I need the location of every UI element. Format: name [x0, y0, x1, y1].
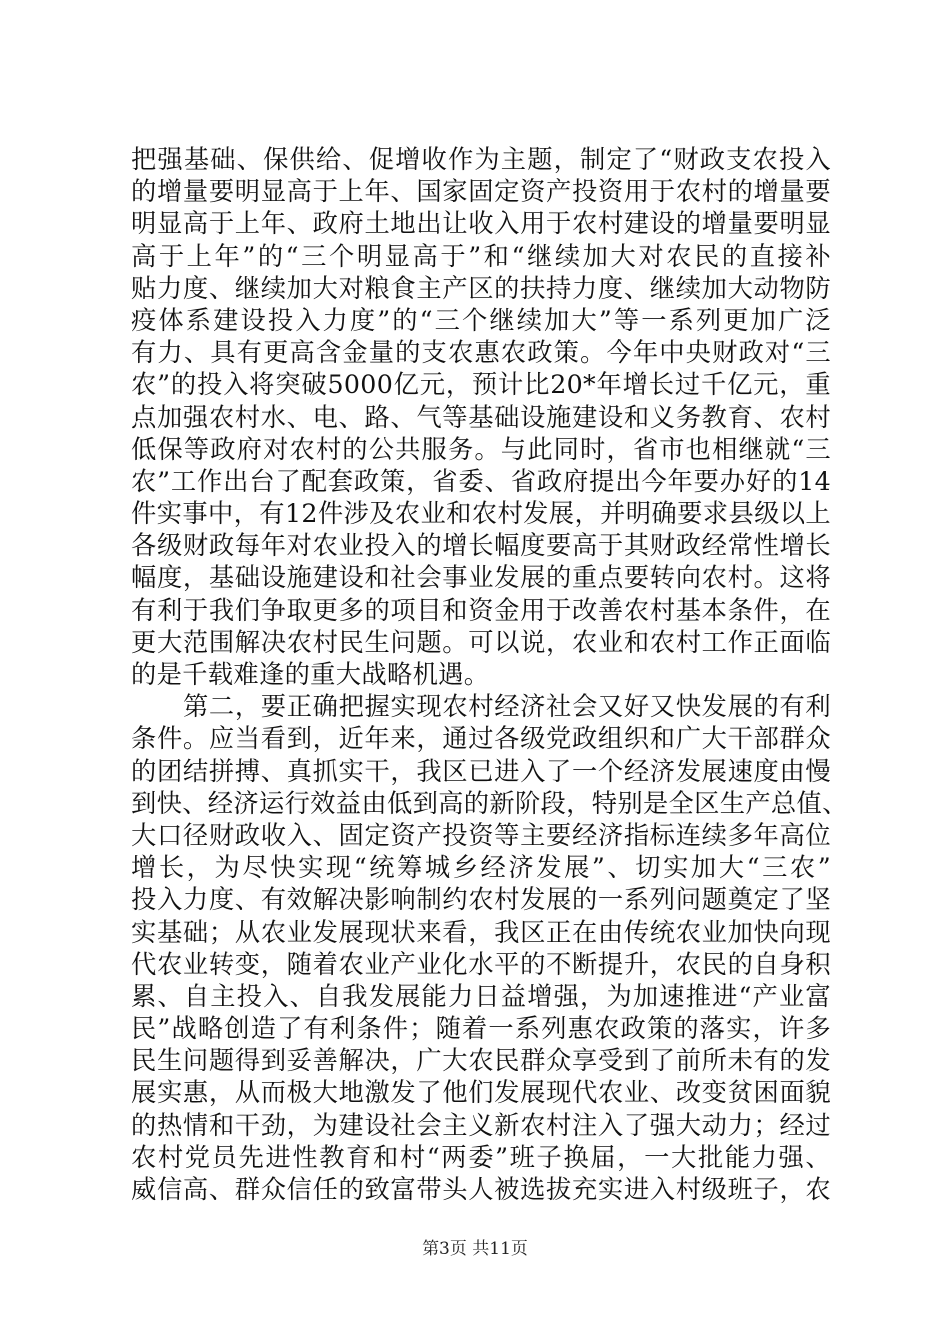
text-line: 明显高于上年、政府土地出让收入用于农村建设的增量要明显 — [131, 209, 831, 239]
text-line: 更大范围解决农村民生问题。可以说，农业和农村工作正面临 — [131, 627, 831, 657]
text-line: 农”工作出台了配套政策，省委、省政府提出今年要办好的14 — [131, 466, 831, 496]
text-line: 幅度，基础设施建设和社会事业发展的重点要转向农村。这将 — [131, 563, 831, 593]
text-line: 低保等政府对农村的公共服务。与此同时，省市也相继就“三 — [131, 434, 831, 464]
text-line: 点加强农村水、电、路、气等基础设施建设和义务教育、农村 — [131, 402, 831, 432]
text-line: 大口径财政收入、固定资产投资等主要经济指标连续多年高位 — [131, 820, 831, 850]
text-line: 到快、经济运行效益由低到高的新阶段，特别是全区生产总值、 — [131, 788, 848, 818]
document-body — [131, 144, 848, 1206]
text-line: 投入力度、有效解决影响制约农村发展的一系列问题奠定了坚 — [131, 885, 831, 915]
text-line: 民生问题得到妥善解决，广大农民群众享受到了前所未有的发 — [131, 1046, 831, 1076]
text-line: 条件。应当看到，近年来，通过各级党政组织和广大干部群众 — [131, 724, 831, 754]
text-line: 累、自主投入、自我发展能力日益增强，为加速推进“产业富 — [131, 981, 831, 1011]
text-line: 有利于我们争取更多的项目和资金用于改善农村基本条件，在 — [131, 595, 831, 625]
text-line: 件实事中，有12件涉及农业和农村发展，并明确要求县级以上 — [131, 499, 831, 529]
text-line: 农村党员先进性教育和村“两委”班子换届，一大批能力强、 — [131, 1142, 831, 1172]
text-line: 第二，要正确把握实现农村经济社会又好又快发展的有利 — [183, 692, 831, 722]
text-line: 的是千载难逢的重大战略机遇。 — [131, 660, 490, 689]
text-line: 农”的投入将突破5000亿元，预计比20*年增长过千亿元，重 — [131, 370, 831, 400]
text-line: 的团结拼搏、真抓实干，我区已进入了一个经济发展速度由慢 — [131, 756, 831, 786]
page-footer: 第3页 共11页 — [422, 1239, 528, 1259]
text-line: 高于上年”的“三个明显高于”和“继续加大对农民的直接补 — [131, 241, 831, 271]
text-line: 增长，为尽快实现“统筹城乡经济发展”、切实加大“三农” — [131, 853, 831, 883]
text-line: 疫体系建设投入力度”的“三个继续加大”等一系列更加广泛 — [131, 305, 831, 335]
text-line: 有力、具有更高含金量的支农惠农政策。今年中央财政对“三 — [131, 338, 831, 368]
text-line: 代农业转变，随着农业产业化水平的不断提升，农民的自身积 — [131, 949, 831, 979]
text-line: 贴力度、继续加大对粮食主产区的扶持力度、继续加大动物防 — [131, 273, 831, 303]
text-line: 展实惠，从而极大地激发了他们发展现代农业、改变贫困面貌 — [131, 1078, 831, 1108]
text-line: 民”战略创造了有利条件；随着一系列惠农政策的落实，许多 — [131, 1014, 831, 1044]
text-line: 各级财政每年对农业投入的增长幅度要高于其财政经常性增长 — [131, 531, 831, 561]
text-line: 的增量要明显高于上年、国家固定资产投资用于农村的增量要 — [131, 177, 831, 207]
text-line: 威信高、群众信任的致富带头人被选拔充实进入村级班子，农 — [131, 1175, 831, 1204]
text-line: 把强基础、保供给、促增收作为主题，制定了“财政支农投入 — [131, 145, 831, 174]
text-line: 的热情和干劲，为建设社会主义新农村注入了强大动力；经过 — [131, 1110, 831, 1140]
text-line: 实基础；从农业发展现状来看，我区正在由传统农业加快向现 — [131, 917, 831, 947]
